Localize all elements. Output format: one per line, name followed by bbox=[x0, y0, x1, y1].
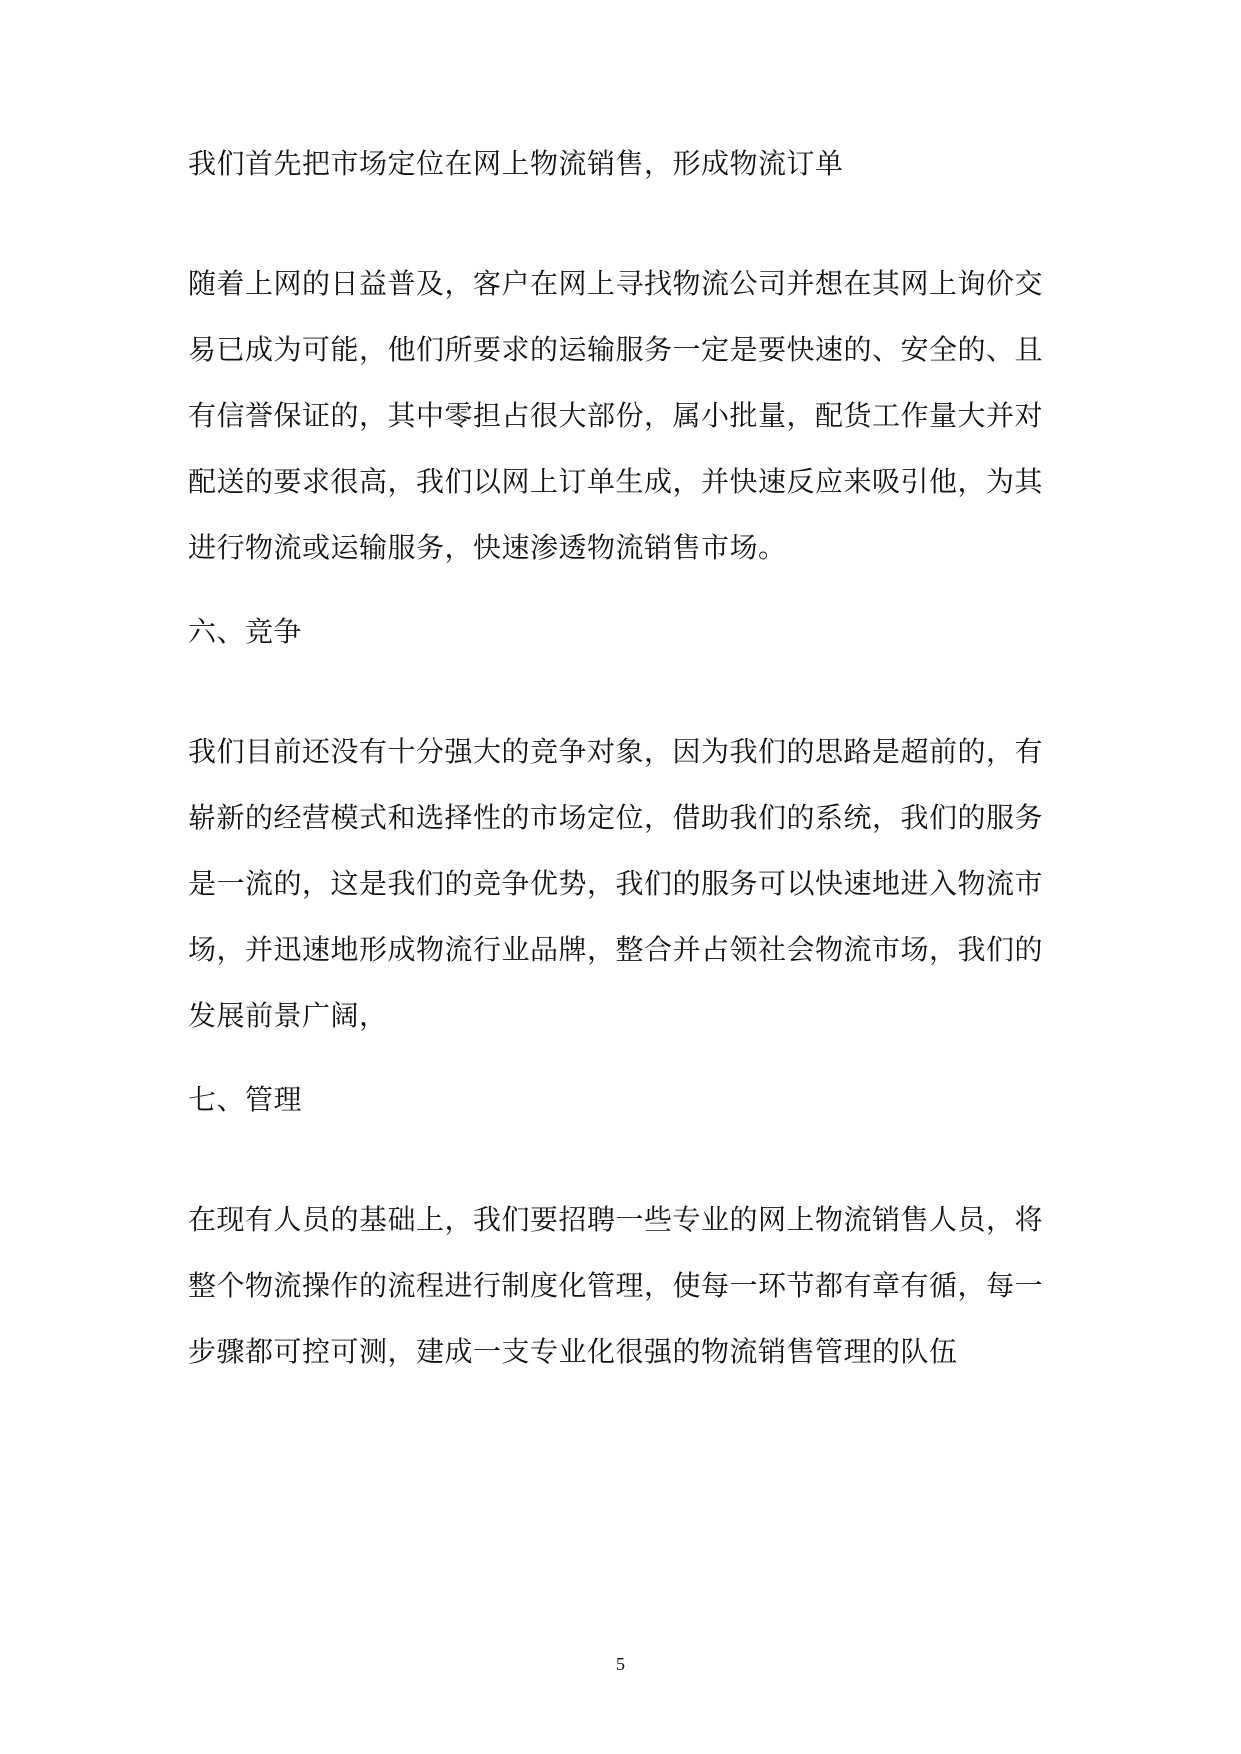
text-line: 我们目前还没有十分强大的竞争对象，因为我们的思路是超前的，有 bbox=[188, 735, 1044, 768]
text-line: 步骤都可控可测，建成一支专业化很强的物流销售管理的队伍 bbox=[188, 1335, 958, 1368]
heading-text: 七、管理 bbox=[188, 1083, 303, 1116]
page-number: 5 bbox=[616, 1654, 625, 1674]
text-line: 是一流的，这是我们的竞争优势，我们的服务可以快速地进入物流市 bbox=[188, 867, 1044, 900]
text-line: 有信誉保证的，其中零担占很大部份，属小批量，配货工作量大并对 bbox=[188, 399, 1044, 432]
text-line: 场，并迅速地形成物流行业品牌，整合并占领社会物流市场，我们的 bbox=[188, 933, 1044, 966]
text-line: 发展前景广阔， bbox=[188, 999, 388, 1032]
text-line: 我们首先把市场定位在网上物流销售，形成物流订单 bbox=[188, 147, 844, 180]
section-heading-competition bbox=[188, 599, 1058, 665]
text-line: 在现有人员的基础上，我们要招聘一些专业的网上物流销售人员，将 bbox=[188, 1203, 1044, 1236]
competition-paragraph bbox=[188, 719, 1058, 1049]
text-line: 易已成为可能，他们所要求的运输服务一定是要快速的、安全的、且 bbox=[188, 333, 1044, 366]
text-line: 整个物流操作的流程进行制度化管理，使每一环节都有章有循，每一 bbox=[188, 1269, 1044, 1302]
market-paragraph bbox=[188, 251, 1058, 581]
text-line: 配送的要求很高，我们以网上订单生成，并快速反应来吸引他，为其 bbox=[188, 465, 1044, 498]
section-heading-management bbox=[188, 1067, 1058, 1133]
management-paragraph bbox=[188, 1187, 1058, 1385]
market-positioning-line bbox=[188, 131, 1058, 197]
heading-text: 六、竞争 bbox=[188, 615, 303, 648]
text-line: 进行物流或运输服务，快速渗透物流销售市场。 bbox=[188, 531, 787, 564]
text-line: 随着上网的日益普及，客户在网上寻找物流公司并想在其网上询价交 bbox=[188, 267, 1044, 300]
text-line: 崭新的经营模式和选择性的市场定位，借助我们的系统，我们的服务 bbox=[188, 801, 1044, 834]
